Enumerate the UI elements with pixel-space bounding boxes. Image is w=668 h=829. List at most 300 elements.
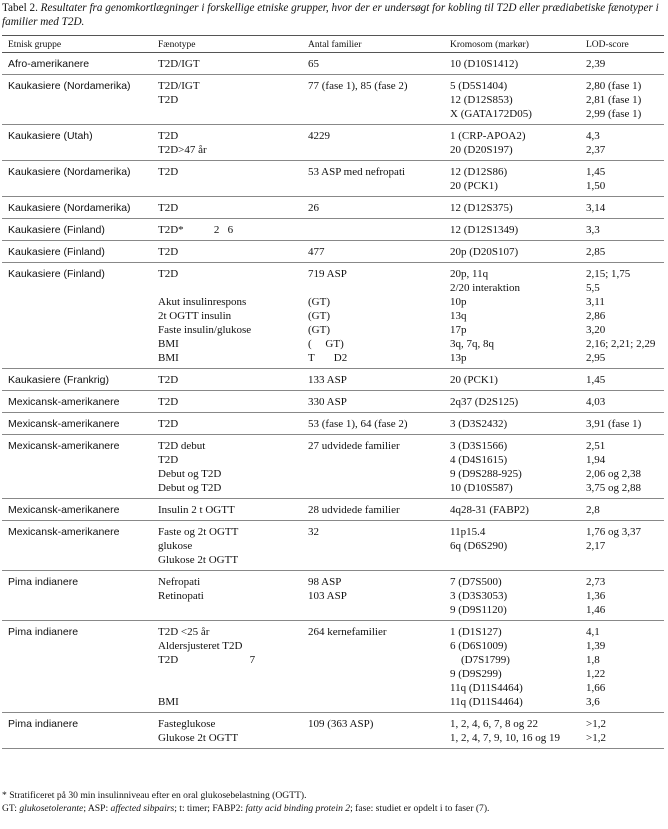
ethnic-group-label: Kaukasiere (Frankrig) xyxy=(8,374,109,386)
lod-value: 1,66 xyxy=(586,682,606,694)
ethnic-group-label: Kaukasiere (Finland) xyxy=(8,246,105,258)
phenotype-cell xyxy=(158,499,308,521)
phenotype-cell xyxy=(158,75,308,125)
phenotype-cell xyxy=(158,241,308,263)
ethnic-group-cell xyxy=(2,75,158,125)
lod-value: 2,85 xyxy=(586,246,606,258)
phenotype-value: Faste insulin/glukose xyxy=(158,324,252,336)
chromosome-value: 2/20 interaktion xyxy=(450,282,520,294)
phenotype-value: T2D xyxy=(158,202,179,214)
chromosome-cell xyxy=(450,621,586,713)
ethnic-group-cell xyxy=(2,621,158,713)
fn-asp-def: affected sibpairs xyxy=(110,803,175,814)
table-row xyxy=(2,219,664,241)
families-value: (GT) xyxy=(308,324,330,336)
lod-value: 1,46 xyxy=(586,604,606,616)
chromosome-cell xyxy=(450,53,586,75)
chromosome-cell xyxy=(450,391,586,413)
ethnic-group-label: Pima indianere xyxy=(8,626,79,638)
header-ethnic: Etnisk gruppe xyxy=(2,37,158,53)
table-group xyxy=(2,571,664,621)
phenotype-value: Glukose 2t OGTT xyxy=(158,554,239,566)
lod-cell xyxy=(586,219,664,241)
phenotype-value: T2D xyxy=(158,454,179,466)
phenotype-value: T2D xyxy=(158,166,179,178)
lod-value: 4,03 xyxy=(586,396,606,408)
phenotype-value xyxy=(158,681,308,695)
families-value xyxy=(308,695,450,709)
ethnic-group-cell xyxy=(2,125,158,161)
phenotype-value: T2D/IGT xyxy=(158,58,200,70)
footnote-asterisk: * Stratificeret på 30 min insulinniveau efter en oral glukosebelastning (OGTT). xyxy=(2,790,307,801)
families-cell xyxy=(308,435,450,499)
phenotype-value: T2D xyxy=(158,418,179,430)
lod-cell xyxy=(586,621,664,713)
table-group xyxy=(2,263,664,369)
lod-value: 1,45 xyxy=(586,166,606,178)
lod-value: 3,11 xyxy=(586,296,605,308)
caption-text: Resultater fra genomkortlægninger i forskellige etniske grupper, hvor der er undersøgt for kobling til T2D eller prædiabetiske fænotyper i familier med T2D. xyxy=(2,2,659,28)
families-value: 53 (fase 1), 64 (fase 2) xyxy=(308,418,408,430)
families-value: 477 xyxy=(308,246,325,258)
families-cell xyxy=(308,263,450,369)
lod-cell xyxy=(586,499,664,521)
phenotype-value: T2D/IGT xyxy=(158,80,200,92)
chromosome-value: 1, 2, 4, 7, 9, 10, 16 og 19 xyxy=(450,732,560,744)
phenotype-value xyxy=(158,107,308,121)
ethnic-group-cell xyxy=(2,435,158,499)
chromosome-value: 11p15.4 xyxy=(450,526,486,538)
ethnic-group-label: Pima indianere xyxy=(8,576,79,588)
ethnic-group-cell xyxy=(2,713,158,749)
ethnic-group-cell xyxy=(2,391,158,413)
families-value: 330 ASP xyxy=(308,396,347,408)
phenotype-cell xyxy=(158,263,308,369)
table-row xyxy=(2,241,664,263)
lod-cell xyxy=(586,713,664,749)
chromosome-value: 11q (D11S4464) xyxy=(450,696,523,708)
lod-cell xyxy=(586,571,664,621)
table-group xyxy=(2,125,664,161)
families-value xyxy=(308,481,450,495)
families-cell xyxy=(308,53,450,75)
families-cell xyxy=(308,391,450,413)
table-row xyxy=(2,263,664,369)
lod-cell xyxy=(586,369,664,391)
chromosome-value: 5 (D5S1404) xyxy=(450,80,508,92)
lod-cell xyxy=(586,435,664,499)
families-cell xyxy=(308,713,450,749)
phenotype-value: BMI xyxy=(158,352,179,364)
chromosome-value: 11q (D11S4464) xyxy=(450,682,523,694)
chromosome-cell xyxy=(450,571,586,621)
families-value xyxy=(308,539,450,553)
lod-cell xyxy=(586,197,664,219)
phenotype-value: Glukose 2t OGTT xyxy=(158,732,239,744)
table-caption xyxy=(2,1,664,29)
lod-value: 1,45 xyxy=(586,374,606,386)
lod-value: 2,39 xyxy=(586,58,606,70)
lod-value: 3,14 xyxy=(586,202,606,214)
chromosome-value: 2q37 (D2S125) xyxy=(450,396,519,408)
chromosome-cell xyxy=(450,413,586,435)
chromosome-value: 9 (D9S288-925) xyxy=(450,468,522,480)
lod-value: 3,6 xyxy=(586,696,600,708)
families-cell xyxy=(308,571,450,621)
families-value xyxy=(308,107,450,121)
phenotype-cell xyxy=(158,621,308,713)
families-value xyxy=(308,467,450,481)
chromosome-value: 12 (D12S853) xyxy=(450,94,513,106)
chromosome-value: 13p xyxy=(450,352,467,364)
chromosome-cell xyxy=(450,197,586,219)
phenotype-value: T2D>47 år xyxy=(158,144,207,156)
families-value xyxy=(308,453,450,467)
chromosome-value xyxy=(450,553,586,567)
phenotype-value: Akut insulinrespons xyxy=(158,296,247,308)
families-value: 4229 xyxy=(308,130,330,142)
lod-cell xyxy=(586,241,664,263)
ethnic-group-label: Kaukasiere (Nordamerika) xyxy=(8,166,131,178)
chromosome-value: 20p (D20S107) xyxy=(450,246,519,258)
families-cell xyxy=(308,413,450,435)
table-group xyxy=(2,391,664,413)
phenotype-value: T2D xyxy=(158,246,179,258)
lod-value: >1,2 xyxy=(586,732,606,744)
phenotype-cell xyxy=(158,53,308,75)
families-value xyxy=(308,653,450,667)
phenotype-value: Retinopati xyxy=(158,590,204,602)
chromosome-value: 6 (D6S1009) xyxy=(450,640,508,652)
chromosome-cell xyxy=(450,161,586,197)
families-cell xyxy=(308,125,450,161)
table-row xyxy=(2,391,664,413)
phenotype-value xyxy=(158,667,308,681)
chromosome-value: 17p xyxy=(450,324,467,336)
chromosome-value: 9 (D9S299) xyxy=(450,668,502,680)
lod-cell xyxy=(586,125,664,161)
phenotype-cell xyxy=(158,435,308,499)
chromosome-value: 1 (D1S127) xyxy=(450,626,502,638)
phenotype-cell xyxy=(158,391,308,413)
phenotype-value: Fasteglukose xyxy=(158,718,216,730)
table-row xyxy=(2,75,664,125)
families-value: (GT) xyxy=(308,296,330,308)
header-phenotype: Fænotype xyxy=(158,37,308,53)
lod-value: 2,86 xyxy=(586,310,606,322)
families-value xyxy=(308,143,450,157)
phenotype-value: BMI xyxy=(158,338,179,350)
chromosome-value: 12 (D12S1349) xyxy=(450,224,519,236)
lod-cell xyxy=(586,413,664,435)
phenotype-value: BMI xyxy=(158,696,179,708)
lod-value: >1,2 xyxy=(586,718,606,730)
lod-value: 4,1 xyxy=(586,626,600,638)
ethnic-group-label: Mexicansk-amerikanere xyxy=(8,526,120,538)
families-value: T D2 xyxy=(308,352,348,364)
chromosome-cell xyxy=(450,125,586,161)
footnotes xyxy=(2,789,664,815)
chromosome-value: 4q28-31 (FABP2) xyxy=(450,504,529,516)
lod-value: 5,5 xyxy=(586,282,600,294)
ethnic-group-label: Kaukasiere (Nordamerika) xyxy=(8,202,131,214)
phenotype-cell xyxy=(158,571,308,621)
ethnic-group-label: Mexicansk-amerikanere xyxy=(8,440,120,452)
chromosome-value: 6q (D6S290) xyxy=(450,540,508,552)
phenotype-value: T2D <25 år xyxy=(158,626,210,638)
lod-value: 1,39 xyxy=(586,640,606,652)
chromosome-cell xyxy=(450,219,586,241)
table-group xyxy=(2,197,664,219)
lod-value: 2,51 xyxy=(586,440,606,452)
ethnic-group-cell xyxy=(2,161,158,197)
ethnic-group-label: Pima indianere xyxy=(8,718,79,730)
phenotype-value: T2D xyxy=(158,396,179,408)
ethnic-group-label: Kaukasiere (Finland) xyxy=(8,224,105,236)
chromosome-value: 7 (D7S500) xyxy=(450,576,502,588)
phenotype-value: Faste og 2t OGTT xyxy=(158,526,239,538)
families-value xyxy=(308,667,450,681)
chromosome-value: 1, 2, 4, 6, 7, 8 og 22 xyxy=(450,718,538,730)
families-value xyxy=(308,93,450,107)
chromosome-value: 12 (D12S375) xyxy=(450,202,513,214)
ethnic-group-cell xyxy=(2,521,158,571)
lod-value: 1,22 xyxy=(586,668,606,680)
phenotype-value: T2D 7 xyxy=(158,654,256,666)
ethnic-group-label: Afro-amerikanere xyxy=(8,58,90,70)
fn-fabp-def: fatty acid binding protein 2 xyxy=(245,803,351,814)
families-value: 77 (fase 1), 85 (fase 2) xyxy=(308,80,408,92)
families-value xyxy=(308,681,450,695)
families-value: 109 (363 ASP) xyxy=(308,718,374,730)
families-cell xyxy=(308,521,450,571)
phenotype-value: T2D xyxy=(158,374,179,386)
fn-gt-def: glukosetolerante xyxy=(19,803,84,814)
ethnic-group-cell xyxy=(2,571,158,621)
chromosome-cell xyxy=(450,263,586,369)
table-row xyxy=(2,197,664,219)
families-value: 53 ASP med nefropati xyxy=(308,166,406,178)
families-value: 26 xyxy=(308,202,319,214)
lod-cell xyxy=(586,161,664,197)
phenotype-value: Debut og T2D xyxy=(158,468,222,480)
ethnic-group-cell xyxy=(2,263,158,369)
fn-fabp: ; t: timer; FABP2: xyxy=(174,803,246,814)
table-group xyxy=(2,521,664,571)
phenotype-cell xyxy=(158,713,308,749)
families-value xyxy=(308,281,450,295)
phenotype-value: T2D* 2 6 xyxy=(158,224,234,236)
phenotype-cell xyxy=(158,521,308,571)
families-value: 719 ASP xyxy=(308,268,347,280)
ethnic-group-label: Kaukasiere (Utah) xyxy=(8,130,93,142)
chromosome-value: 10 (D10S1412) xyxy=(450,58,519,70)
table-row xyxy=(2,369,664,391)
phenotype-value: Debut og T2D xyxy=(158,482,222,494)
ethnic-group-cell xyxy=(2,241,158,263)
phenotype-value: 2t OGTT insulin xyxy=(158,310,232,322)
header-chromosome: Kromosom (markør) xyxy=(450,37,586,53)
lod-value: 2,73 xyxy=(586,576,606,588)
table-group xyxy=(2,713,664,749)
families-value: 133 ASP xyxy=(308,374,347,386)
families-value xyxy=(308,603,450,617)
lod-value: 2,80 (fase 1) xyxy=(586,80,642,92)
lod-value xyxy=(586,553,664,567)
families-value: 32 xyxy=(308,526,319,538)
lod-value: 3,91 (fase 1) xyxy=(586,418,642,430)
table-row xyxy=(2,435,664,499)
families-value: 65 xyxy=(308,58,319,70)
chromosome-value: 20 (PCK1) xyxy=(450,374,498,386)
families-value xyxy=(308,731,450,745)
families-value: 27 udvidede familier xyxy=(308,440,400,452)
ethnic-group-label: Mexicansk-amerikanere xyxy=(8,418,120,430)
table-top-rule xyxy=(2,35,664,36)
ethnic-group-cell xyxy=(2,197,158,219)
lod-value: 2,37 xyxy=(586,144,606,156)
table-group xyxy=(2,241,664,263)
footnote-abbreviations xyxy=(2,802,664,815)
families-value: 103 ASP xyxy=(308,590,347,602)
lod-value: 4,3 xyxy=(586,130,600,142)
header-lod: LOD-score xyxy=(586,37,664,53)
phenotype-value: glukose xyxy=(158,540,193,552)
ethnic-group-label: Mexicansk-amerikanere xyxy=(8,504,120,516)
families-value: ( GT) xyxy=(308,338,344,350)
phenotype-cell xyxy=(158,413,308,435)
table-row xyxy=(2,413,664,435)
families-value xyxy=(308,553,450,567)
fn-fase: ; fase: studiet er opdelt i to faser (7). xyxy=(350,803,490,814)
chromosome-cell xyxy=(450,521,586,571)
chromosome-value: 20 (PCK1) xyxy=(450,180,498,192)
phenotype-value: Insulin 2 t OGTT xyxy=(158,504,235,516)
table-group xyxy=(2,435,664,499)
lod-value: 1,76 og 3,37 xyxy=(586,526,641,538)
caption-label: Tabel 2. xyxy=(2,2,38,14)
table-row xyxy=(2,125,664,161)
phenotype-cell xyxy=(158,219,308,241)
chromosome-value: 3 (D3S2432) xyxy=(450,418,508,430)
table-group xyxy=(2,219,664,241)
table-row xyxy=(2,521,664,571)
table-row xyxy=(2,571,664,621)
table-row xyxy=(2,621,664,713)
families-cell xyxy=(308,197,450,219)
lod-value: 2,95 xyxy=(586,352,606,364)
chromosome-cell xyxy=(450,241,586,263)
chromosome-value: 13q xyxy=(450,310,467,322)
families-value: 28 udvidede familier xyxy=(308,504,400,516)
chromosome-value: (D7S1799) xyxy=(450,654,510,666)
chromosome-value: 20p, 11q xyxy=(450,268,489,280)
chromosome-cell xyxy=(450,435,586,499)
phenotype-value xyxy=(158,179,308,193)
lod-cell xyxy=(586,53,664,75)
lod-value: 1,94 xyxy=(586,454,606,466)
ethnic-group-label: Mexicansk-amerikanere xyxy=(8,396,120,408)
chromosome-cell xyxy=(450,713,586,749)
ethnic-group-cell xyxy=(2,53,158,75)
table-row xyxy=(2,53,664,75)
table-row xyxy=(2,499,664,521)
chromosome-value: 20 (D20S197) xyxy=(450,144,513,156)
ethnic-group-label: Kaukasiere (Nordamerika) xyxy=(8,80,131,92)
fn-asp: ; ASP: xyxy=(83,803,111,814)
table-group xyxy=(2,369,664,391)
chromosome-value: 9 (D9S1120) xyxy=(450,604,507,616)
chromosome-value: 12 (D12S86) xyxy=(450,166,508,178)
chromosome-value: X (GATA172D05) xyxy=(450,108,532,120)
phenotype-value xyxy=(158,281,308,295)
table-group xyxy=(2,499,664,521)
phenotype-value xyxy=(158,603,308,617)
lod-cell xyxy=(586,521,664,571)
table-row xyxy=(2,161,664,197)
phenotype-cell xyxy=(158,369,308,391)
lod-value: 3,3 xyxy=(586,224,600,236)
lod-value: 2,17 xyxy=(586,540,606,552)
chromosome-value: 3q, 7q, 8q xyxy=(450,338,494,350)
chromosome-value: 10 (D10S587) xyxy=(450,482,513,494)
families-cell xyxy=(308,219,450,241)
phenotype-cell xyxy=(158,197,308,219)
chromosome-cell xyxy=(450,499,586,521)
families-value: 264 kernefamilier xyxy=(308,626,387,638)
families-cell xyxy=(308,161,450,197)
lod-value: 1,36 xyxy=(586,590,606,602)
chromosome-value: 10p xyxy=(450,296,467,308)
chromosome-value: 3 (D3S3053) xyxy=(450,590,508,602)
table-group xyxy=(2,413,664,435)
results-table xyxy=(2,37,664,749)
lod-value: 2,8 xyxy=(586,504,600,516)
families-value: 98 ASP xyxy=(308,576,342,588)
families-value xyxy=(308,639,450,653)
table-header xyxy=(2,37,664,53)
families-value: (GT) xyxy=(308,310,330,322)
phenotype-cell xyxy=(158,125,308,161)
families-cell xyxy=(308,369,450,391)
table-group xyxy=(2,53,664,75)
lod-value: 2,16; 2,21; 2,29 xyxy=(586,338,656,350)
lod-value: 3,75 og 2,88 xyxy=(586,482,641,494)
families-value xyxy=(308,223,450,237)
phenotype-value: Nefropati xyxy=(158,576,201,588)
lod-value: 3,20 xyxy=(586,324,606,336)
chromosome-value: 4 (D4S1615) xyxy=(450,454,508,466)
families-cell xyxy=(308,241,450,263)
lod-value: 2,15; 1,75 xyxy=(586,268,631,280)
phenotype-value: Aldersjusteret T2D xyxy=(158,640,243,652)
lod-value: 1,8 xyxy=(586,654,600,666)
phenotype-value: T2D xyxy=(158,130,179,142)
lod-value: 2,06 og 2,38 xyxy=(586,468,641,480)
lod-value: 2,81 (fase 1) xyxy=(586,94,642,106)
table-group xyxy=(2,75,664,125)
fn-gt: GT: xyxy=(2,803,20,814)
lod-cell xyxy=(586,75,664,125)
chromosome-value: 3 (D3S1566) xyxy=(450,440,508,452)
families-cell xyxy=(308,499,450,521)
ethnic-group-cell xyxy=(2,219,158,241)
phenotype-cell xyxy=(158,161,308,197)
chromosome-value: 1 (CRP-APOA2) xyxy=(450,130,526,142)
phenotype-value: T2D xyxy=(158,268,179,280)
table-group xyxy=(2,621,664,713)
ethnic-group-cell xyxy=(2,499,158,521)
